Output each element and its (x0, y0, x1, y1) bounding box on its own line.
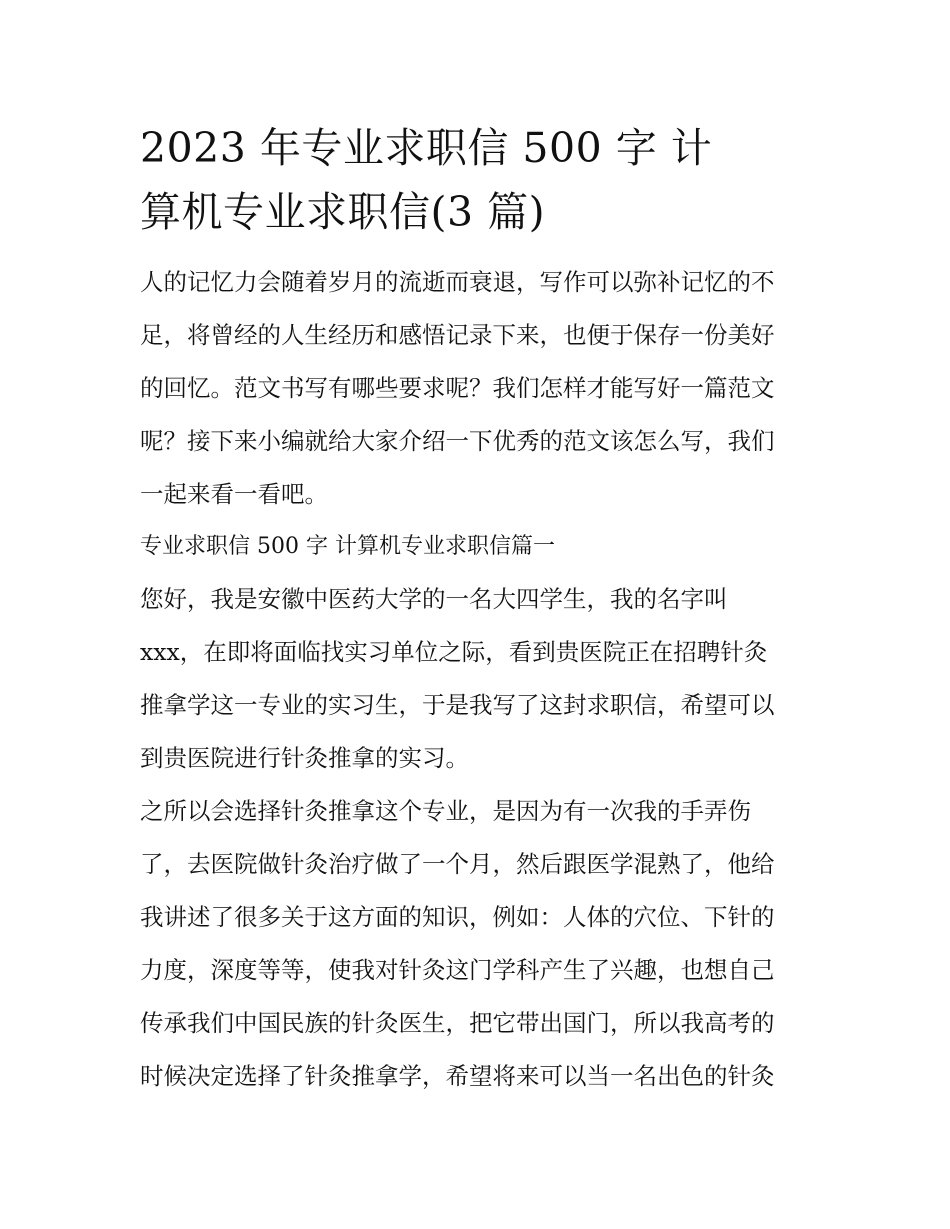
body-line: 我讲述了很多关于这方面的知识，例如：人体的穴位、下针的 (140, 903, 775, 931)
body-line: 了，去医院做针灸治疗做了一个月，然后跟医学混熟了，他给 (140, 850, 775, 878)
body-line: 您好，我是安徽中医药大学的一名大四学生，我的名字叫 (140, 585, 728, 613)
body-line: 之所以会选择针灸推拿这个专业，是因为有一次我的手弄伤 (140, 797, 751, 825)
body-line: 到贵医院进行针灸推拿的实习。 (140, 744, 469, 772)
body-paragraph-1 (140, 573, 812, 785)
intro-line: 的回忆。范文书写有哪些要求呢？我们怎样才能写好一篇范文 (140, 374, 775, 402)
section-heading: 专业求职信 500 字 计算机专业求职信篇一 (140, 534, 555, 559)
body-line: 时候决定选择了针灸推拿学，希望将来可以当一名出色的针灸 (140, 1062, 775, 1090)
intro-line: 一起来看一看吧。 (140, 480, 328, 508)
body-line: 推拿学这一专业的实习生，于是我写了这封求职信，希望可以 (140, 691, 775, 719)
body-line: 传承我们中国民族的针灸医生，把它带出国门，所以我高考的 (140, 1009, 775, 1037)
intro-line: 呢？接下来小编就给大家介绍一下优秀的范文该怎么写，我们 (140, 427, 775, 455)
document-body (140, 116, 812, 1103)
intro-paragraph (140, 256, 812, 521)
document-title (140, 116, 812, 244)
body-line: 力度，深度等等，使我对针灸这门学科产生了兴趣，也想自己 (140, 956, 775, 984)
title-line-2: 算机专业求职信(3 篇) (140, 188, 546, 236)
intro-line: 人的记忆力会随着岁月的流逝而衰退，写作可以弥补记忆的不 (140, 268, 775, 296)
body-paragraph-2 (140, 785, 812, 1103)
body-line: xxx，在即将面临找实习单位之际，看到贵医院正在招聘针灸 (140, 638, 768, 666)
intro-line: 足，将曾经的人生经历和感悟记录下来，也便于保存一份美好 (140, 321, 775, 349)
title-line-1: 2023 年专业求职信 500 字 计 (140, 124, 713, 172)
